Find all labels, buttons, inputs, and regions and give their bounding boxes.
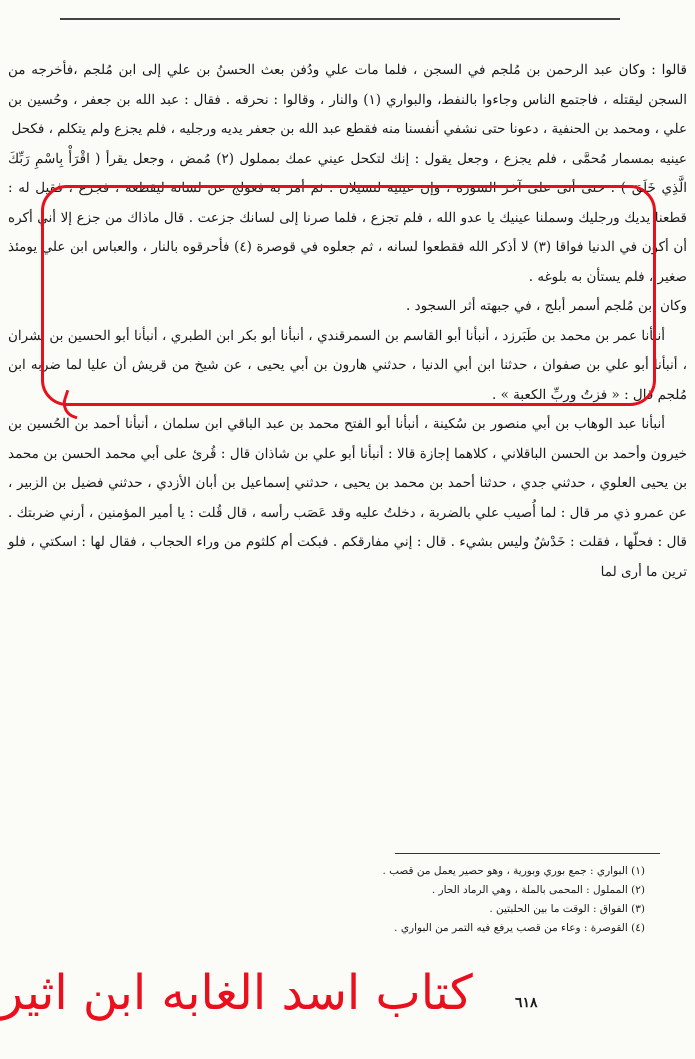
- header-rule: [60, 18, 620, 20]
- paragraph-3: أنبأنا عبد الوهاب بن أبي منصور بن سُكينة ، أنبأنا أبو الفتح محمد بن عبد الباقي ابن سلمان ، أنبأنا أحمد بن الحُسين بن خيرون وأحمد بن الحسن الباقلاني ، كلاهما إجازة قالا : أنبأنا أبو علي بن شاذان قال : قُرئ على أبي محمد الحسن بن محمد بن يحيى العلوي ، حدثني جدي ، حدثنا أحمد بن محمد بن يحيى ، حدثني إسماعيل بن أبان الأزدي ، حدثني فضيل بن الزبير ، عن عمرو ذي مر قال : لما أُصيب علي بالضربة ، دخلتُ عليه وقد عَصَب رأسه ، قال قُلت : يا أمير المؤمنين ، أرني ضربتك . قال : فحلّها ، فقلت : خَدْشٌ وليس بشيء . قال : إني مفارقكم . فبكت أم كلثوم من وراء الحجاب ، فقال لها : اسكتي ، فلو ترين ما أرى لما: [8, 416, 687, 580]
- page-number: ٦١٨: [515, 995, 538, 1011]
- footnote-rule: [395, 853, 660, 854]
- paragraph-1-intro: قالوا : وكان عبد الرحمن بن مُلجم في السجن ، فلما مات علي ودُفن بعث الحسنُ بن علي إلى ابن مُلجم ،فأخرجه من السجن ليقتله ، فاجتمع الناس وجاءوا بالنفط، والبواري (١) والنار ، وقالوا : نحرقه . فقال : عبد الله بن جعفر ، وحُسين بن علي ، ومحمد بن الحنفية ، دعونا حتى نشفي أنفسنا منه فقطع عبد الله بن جعفر يديه ورجليه ، فلم يجزع ولم يتكلم ، فكحل: [8, 62, 688, 137]
- paragraph-2: أنبأنا عمر بن محمد بن طَبَرزد ، أنبأنا أبو القاسم بن السمرقندي ، أنبأنا أبو بكر ابن الطبري ، أنبأنا أبو الحسين بن بشران ، أنبأنا أبو علي بن صفوان ، حدثنا ابن أبي الدنيا ، حدثني هارون بن أبي يحيى ، عن شيخ من قريش أن عليا لما ضربه ابن مُلجم قال : « فزتُ وربِّ الكعبة » .: [8, 327, 687, 403]
- watermark-caption: كتاب اسد الغابه ابن اثير: [0, 965, 473, 1021]
- footnote-3: (٣) الفواق : الوقت ما بين الحلبتين .: [489, 903, 645, 915]
- body-text: [8, 56, 687, 587]
- paragraph-1-highlighted: عينيه بمسمار مُحمَّى ، فلم يجزع ، وجعل يقول : إنك لتكحل عيني عمك بمملول (٢) مُمض ، وجعل يقرأ ( اقْرَأْ بِاسْمِ رَبِّكَ الَّذِي خَلَقَ ) : حتى أتى على آخر السورة ، وإن عينية لتسيلان . ثم أمر به فعولج عن لسانه ليقطعه ، فجزع ، فقيل له : قطعنا يديك ورجليك وسملنا عينيك يا عدو الله ، فلم تجزع ، فلما صرنا إلى لسانك جزعت . قال ماذاك من جزع إلا أني أكره أن أكون في الدنيا فواقا (٣) لا أذكر الله فقطعوا لسانه ، ثم جعلوه في قوصرة (٤) فأحرقوه بالنار ، والعباس ابن علي يومئذ صغير ، فلم يستأن به بلوغه .: [8, 150, 687, 285]
- paragraph-1-closing: وكان ابن مُلجم أسمر أبلج ، في جبهته أثر السجود .: [406, 298, 687, 314]
- footnote-2: (٢) المملول : المحمى بالملة ، وهي الرماد الحار .: [431, 884, 645, 896]
- footnote-1: (١) البواري : جمع بوري وبورية ، وهو حصير يعمل من قصب .: [382, 865, 645, 877]
- footnotes: [175, 862, 645, 938]
- footnote-4: (٤) القوصرة : وعاء من قصب يرفع فيه التمر من البواري .: [394, 922, 645, 934]
